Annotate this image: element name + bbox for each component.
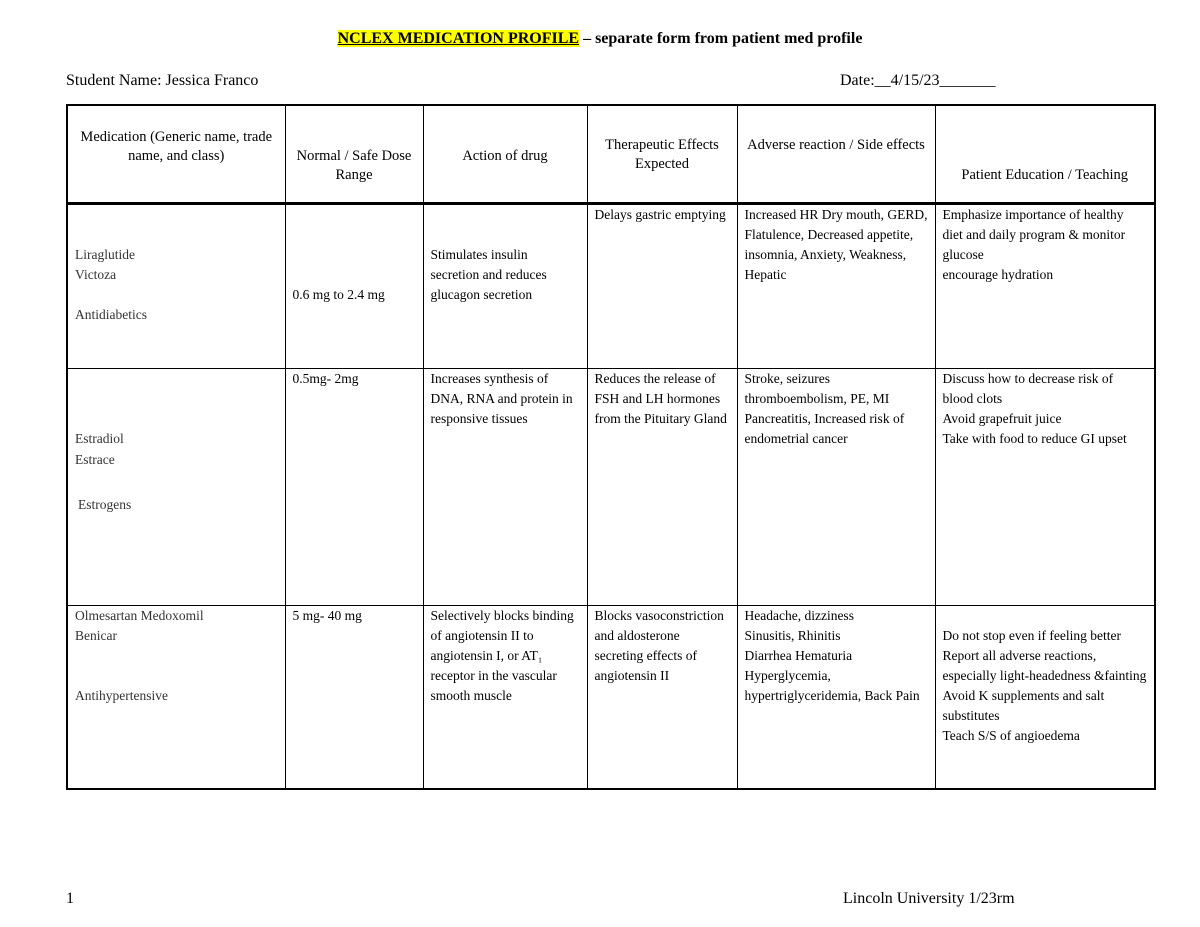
dose-cell: 0.6 mg to 2.4 mg bbox=[285, 204, 423, 369]
dose-cell: 0.5mg- 2mg bbox=[285, 369, 423, 606]
medication-cell bbox=[67, 606, 285, 789]
medication-table bbox=[66, 104, 1156, 790]
table-header-row bbox=[67, 105, 1155, 204]
medication-cell bbox=[67, 204, 285, 369]
column-header-dose: Normal / Safe Dose Range bbox=[285, 105, 423, 204]
column-header-adverse: Adverse reaction / Side effects bbox=[737, 105, 935, 204]
adverse-cell: Headache, dizziness Sinusitis, Rhinitis Diarrhea Hematuria Hyperglycemia, hypertriglyceridemia, Back Pain bbox=[737, 606, 935, 789]
generic-name: Estradiol bbox=[75, 431, 124, 446]
therapeutic-cell: Reduces the release of FSH and LH hormones from the Pituitary Gland bbox=[587, 369, 737, 606]
footer-institution: Lincoln University 1/23rm bbox=[843, 890, 1015, 907]
table-row bbox=[67, 204, 1155, 369]
table-row bbox=[67, 606, 1155, 789]
trade-name: Estrace bbox=[75, 452, 115, 467]
action-cell: Stimulates insulin secretion and reduces glucagon secretion bbox=[423, 204, 587, 369]
education-cell: Discuss how to decrease risk of blood clots Avoid grapefruit juice Take with food to reduce GI upset bbox=[935, 369, 1155, 606]
education-cell: Emphasize importance of healthy diet and daily program & monitor glucose encourage hydration bbox=[935, 204, 1155, 369]
column-header-education: Patient Education / Teaching bbox=[935, 105, 1155, 204]
generic-name: Olmesartan Medoxomil bbox=[75, 608, 204, 623]
title-rest: – separate form from patient med profile bbox=[579, 30, 863, 47]
drug-class: Antihypertensive bbox=[75, 688, 168, 703]
student-name: Student Name: Jessica Franco bbox=[66, 72, 259, 89]
therapeutic-cell: Blocks vasoconstriction and aldosterone secreting effects of angiotensin II bbox=[587, 606, 737, 789]
action-cell: Selectively blocks binding of angiotensin II to angiotensin I, or AT₁ receptor in the vascular smooth muscle bbox=[423, 606, 587, 789]
drug-class: Antidiabetics bbox=[75, 307, 147, 322]
generic-name: Liraglutide bbox=[75, 247, 135, 262]
therapeutic-cell: Delays gastric emptying bbox=[587, 204, 737, 369]
page-number: 1 bbox=[66, 890, 74, 907]
column-header-action: Action of drug bbox=[423, 105, 587, 204]
dose-cell: 5 mg- 40 mg bbox=[285, 606, 423, 789]
table-row bbox=[67, 369, 1155, 606]
education-cell: Do not stop even if feeling better Report all adverse reactions, especially light-headedness &fainting Avoid K supplements and salt substitutes Teach S/S of angioedema bbox=[935, 606, 1155, 789]
column-header-medication: Medication (Generic name, trade name, and class) bbox=[67, 105, 285, 204]
medication-cell bbox=[67, 369, 285, 606]
adverse-cell: Increased HR Dry mouth, GERD, Flatulence, Decreased appetite, insomnia, Anxiety, Weakness, Hepatic bbox=[737, 204, 935, 369]
column-header-therapeutic: Therapeutic Effects Expected bbox=[587, 105, 737, 204]
action-cell: Increases synthesis of DNA, RNA and protein in responsive tissues bbox=[423, 369, 587, 606]
title-highlight: NCLEX MEDICATION PROFILE bbox=[337, 30, 580, 47]
adverse-cell: Stroke, seizures thromboembolism, PE, MI Pancreatitis, Increased risk of endometrial cancer bbox=[737, 369, 935, 606]
trade-name: Victoza bbox=[75, 267, 117, 282]
date-field: Date:__4/15/23_______ bbox=[840, 72, 996, 89]
drug-class: Estrogens bbox=[78, 497, 132, 512]
page-title bbox=[0, 30, 1200, 48]
trade-name: Benicar bbox=[75, 628, 117, 643]
